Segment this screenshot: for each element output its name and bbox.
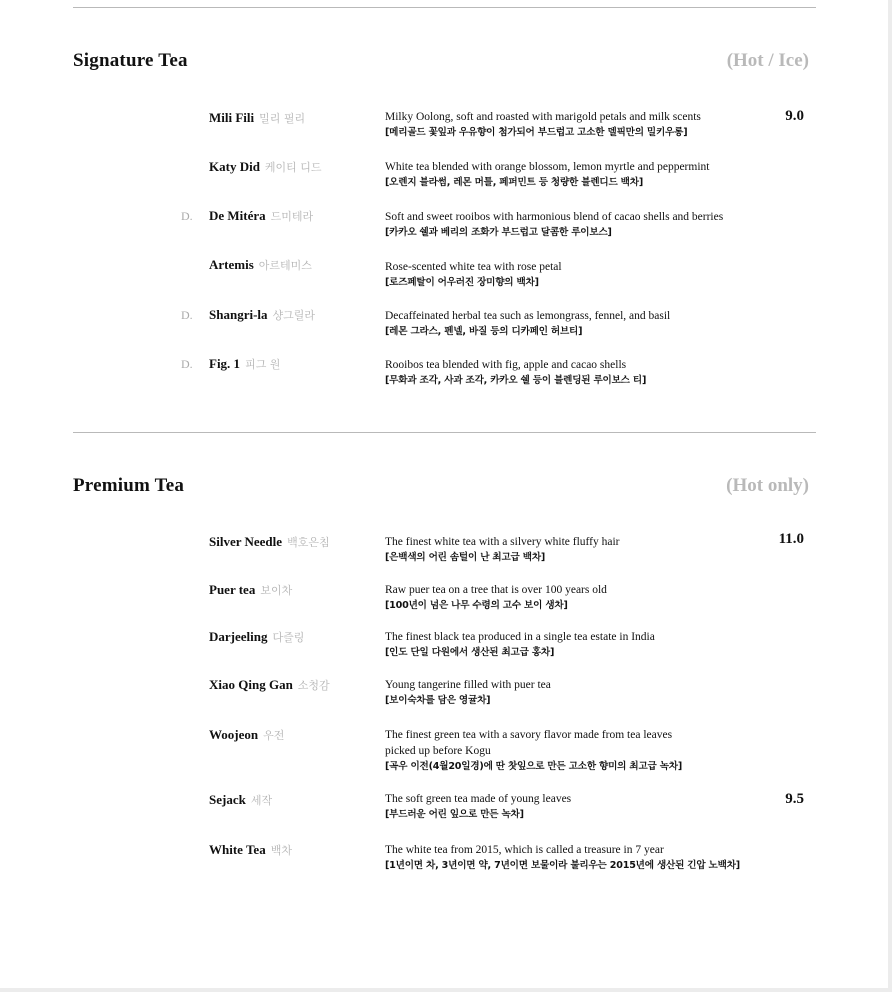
item-name-en: Woojeon [209, 727, 259, 742]
menu-item-name [209, 257, 312, 273]
item-name-en: White Tea [209, 842, 266, 857]
item-name-ko: 아르테미스 [258, 259, 312, 272]
item-name-ko: 피그 원 [245, 358, 281, 371]
menu-item-name [209, 727, 284, 743]
item-name-en: Fig. 1 [209, 356, 241, 371]
item-name-ko: 드미테라 [270, 210, 314, 223]
item-desc-ko: [카카오 쉘과 베리의 조화가 부드럽고 달콤한 루이보스] [385, 227, 612, 238]
item-desc-en: Milky Oolong, soft and roasted with marigold petals and milk scents [385, 111, 701, 123]
menu-item-description [385, 534, 765, 566]
item-name-ko: 소청감 [297, 679, 330, 692]
item-name-en: Xiao Qing Gan [209, 677, 293, 692]
item-name-en: Darjeeling [209, 629, 268, 644]
menu-item-description [385, 629, 765, 661]
item-desc-en: The white tea from 2015, which is called a treasure in 7 year [385, 844, 664, 856]
item-name-ko: 백차 [270, 844, 292, 857]
menu-item-description [385, 582, 765, 614]
item-desc-en: Rose-scented white tea with rose petal [385, 261, 562, 273]
section-title-signature-tea: Signature Tea [73, 50, 188, 71]
menu-item-name [209, 677, 330, 693]
menu-item-description [385, 791, 765, 823]
item-name-ko: 케이티 디드 [264, 161, 322, 174]
item-desc-en: The finest black tea produced in a single tea estate in India [385, 631, 655, 643]
item-desc-ko: [은백색의 어린 솜털이 난 최고급 백차] [385, 552, 546, 563]
item-name-en: Puer tea [209, 582, 256, 597]
item-desc-en: The finest green tea with a savory flavor made from tea leaves [385, 729, 673, 741]
item-desc-ko: [보이숙차를 담은 영귤차] [385, 695, 491, 706]
price-premium-tea-high: 11.0 [778, 531, 804, 547]
price-premium-tea-low: 9.5 [785, 791, 804, 807]
item-desc-ko: [오렌지 블라썸, 레몬 머틀, 페퍼민트 등 청량한 블렌디드 백차] [385, 177, 643, 188]
menu-item-name [209, 792, 272, 808]
item-desc-en: White tea blended with orange blossom, lemon myrtle and peppermint [385, 161, 710, 173]
menu-item-description [385, 308, 765, 340]
item-name-ko: 밀리 필리 [259, 112, 306, 125]
item-desc-ko: [무화과 조각, 사과 조각, 카카오 쉘 등이 블렌딩된 루이보스 티] [385, 375, 647, 386]
item-name-ko: 우전 [263, 729, 285, 742]
item-name-ko: 세작 [250, 794, 273, 807]
item-name-en: De Mitéra [209, 208, 266, 223]
menu-item-name [209, 356, 280, 372]
menu-item-description [385, 159, 765, 191]
menu-item-name [209, 629, 304, 645]
section-note-hot-ice: (Hot / Ice) [726, 50, 809, 71]
menu-item-description [385, 357, 765, 389]
item-desc-ko: [레몬 그라스, 펜넬, 바질 등의 디카페인 허브티] [385, 326, 583, 337]
menu-item-name [209, 208, 313, 224]
item-desc-en: Soft and sweet rooibos with harmonious blend of cacao shells and berries [385, 211, 724, 223]
item-desc-ko: [로즈페탈이 어우러진 장미향의 백차] [385, 277, 539, 288]
item-name-en: Mili Fili [209, 110, 255, 125]
menu-item-name [209, 534, 330, 550]
item-desc-en: The soft green tea made of young leaves [385, 793, 572, 805]
divider-top [73, 7, 816, 8]
price-signature-tea: 9.0 [785, 108, 804, 124]
menu-item-description [385, 727, 765, 775]
menu-item-name [209, 582, 292, 598]
item-name-ko: 백호은침 [287, 536, 330, 549]
decaf-mark: D. [181, 357, 193, 371]
item-name-ko: 보이차 [260, 584, 293, 597]
item-desc-ko: [인도 단일 다원에서 생산된 최고급 홍차] [385, 647, 555, 658]
item-desc-en: Raw puer tea on a tree that is over 100 years old [385, 584, 607, 596]
item-name-ko: 샹그릴라 [272, 309, 316, 322]
item-name-en: Katy Did [209, 159, 260, 174]
item-name-en: Artemis [209, 257, 254, 272]
item-desc-en: The finest white tea with a silvery white fluffy hair [385, 536, 620, 548]
menu-item-description [385, 259, 765, 291]
section-note-hot-only: (Hot only) [726, 475, 809, 496]
item-name-en: Sejack [209, 792, 246, 807]
item-name-en: Shangri-la [209, 307, 268, 322]
menu-item-description [385, 677, 765, 709]
item-desc-en: Young tangerine filled with puer tea [385, 679, 551, 691]
menu-item-description [385, 842, 765, 874]
item-desc-ko: [곡우 이전(4월20일경)에 딴 찻잎으로 만든 고소한 향미의 최고급 녹차] [385, 761, 683, 772]
divider-middle [73, 432, 816, 433]
item-name-en: Silver Needle [209, 534, 283, 549]
item-desc-en: Rooibos tea blended with fig, apple and cacao shells [385, 359, 627, 371]
item-desc-en-line2: picked up before Kogu [385, 745, 491, 757]
item-desc-en: Decaffeinated herbal tea such as lemongrass, fennel, and basil [385, 310, 671, 322]
item-desc-ko: [부드러운 어린 잎으로 만든 녹차] [385, 809, 524, 820]
decaf-mark: D. [181, 308, 193, 322]
menu-item-description [385, 209, 765, 241]
item-desc-ko: [1년이면 차, 3년이면 약, 7년이면 보물이라 불리우는 2015년에 생산된 긴압 노백차] [385, 860, 740, 871]
item-name-ko: 다즐링 [272, 631, 305, 644]
menu-item-name [209, 110, 305, 126]
item-desc-ko: [메리골드 꽃잎과 우유향이 첨가되어 부드럽고 고소한 델픽만의 밀키우롱] [385, 127, 688, 138]
menu-item-name [209, 842, 292, 858]
section-title-premium-tea: Premium Tea [73, 475, 185, 496]
menu-item-name [209, 159, 322, 175]
menu-item-description [385, 109, 765, 141]
item-desc-ko: [100년이 넘은 나무 수령의 고수 보이 생차] [385, 600, 568, 611]
decaf-mark: D. [181, 209, 193, 223]
menu-item-name [209, 307, 315, 323]
